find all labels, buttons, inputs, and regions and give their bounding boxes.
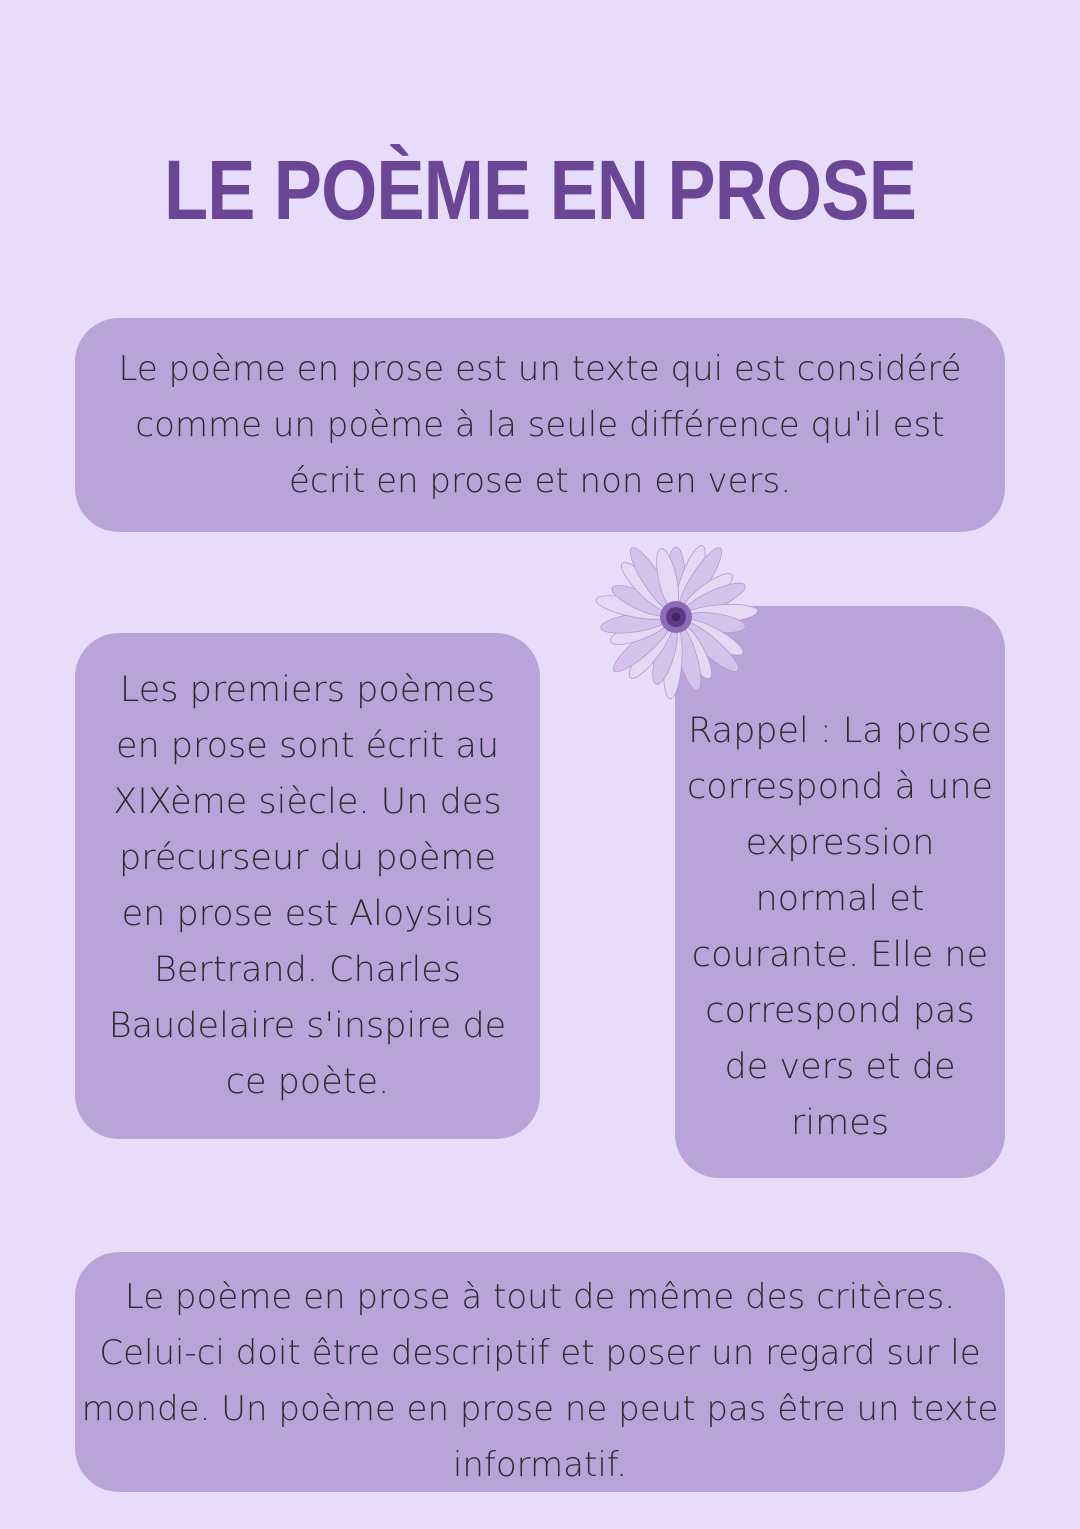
- definition-card: [75, 318, 1005, 532]
- reminder-text: Rappel : La prose correspond à une expression normal et courante. Elle ne correspond pas de vers et de rimes: [686, 711, 994, 1143]
- page-title: LE POÈME EN PROSE: [163, 143, 917, 237]
- definition-text: Le poème en prose est un texte qui est considéré comme un poème à la seule différence qu'il est écrit en prose et non en vers.: [118, 349, 962, 501]
- daisy-flower-icon: [591, 532, 761, 702]
- criteria-card: [75, 1252, 1005, 1492]
- history-text: Les premiers poèmes en prose sont écrit au XIXème siècle. Un des précurseur du poème en prose est Aloysius Bertrand. Charles Baudelaire s'inspire de ce poète.: [108, 670, 507, 1102]
- criteria-text: Le poème en prose à tout de même des critères. Celui-ci doit être descriptif et poser un regard sur le monde. Un poème en prose ne peut pas être un texte informatif.: [81, 1277, 999, 1485]
- history-card: [75, 633, 540, 1139]
